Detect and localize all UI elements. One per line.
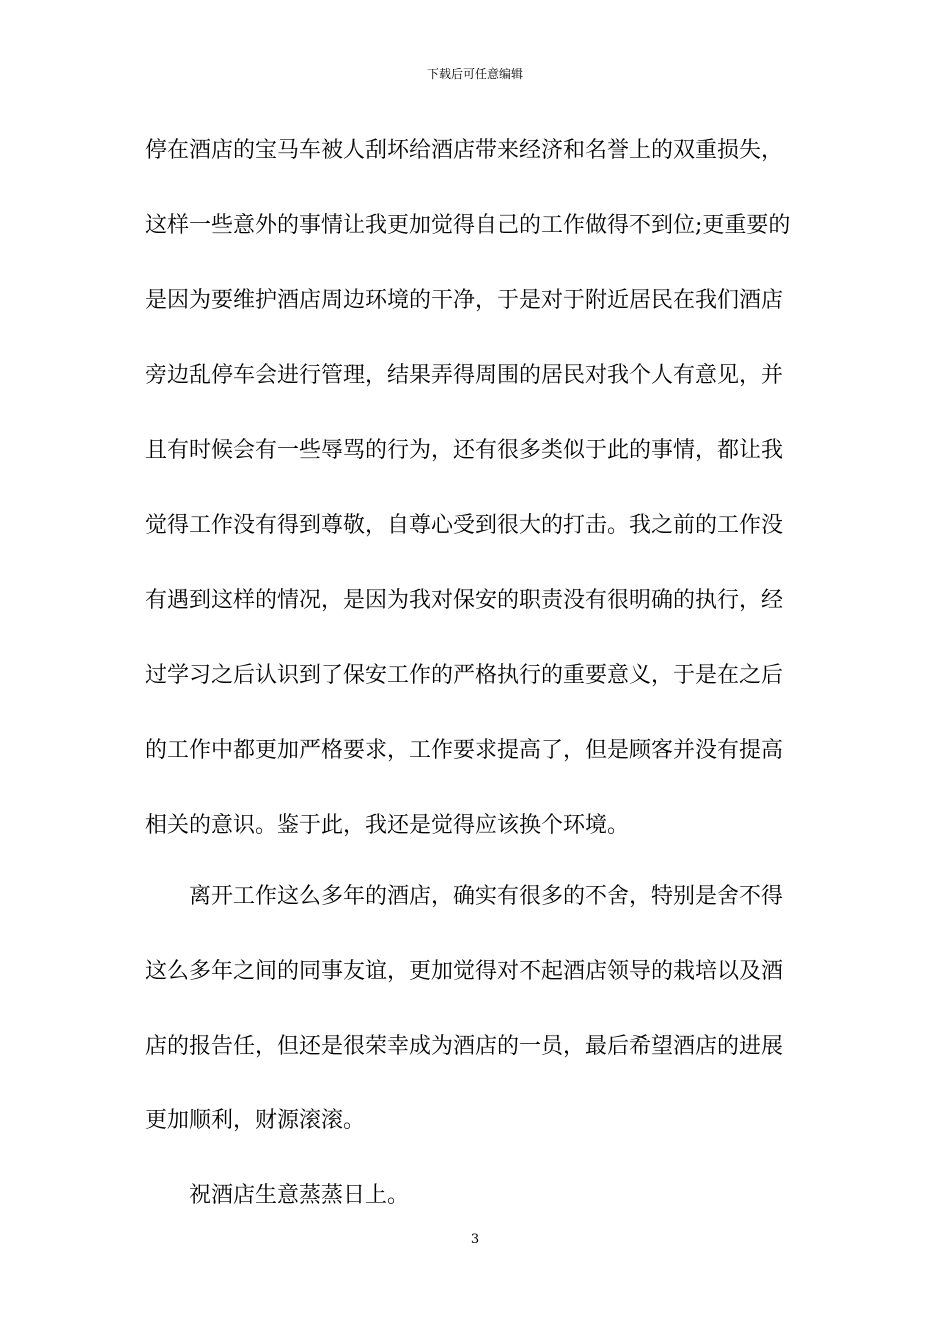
paragraph-first-line: 离开工作这么多年的酒店，确实有很多的不舍，特别是舍不得 xyxy=(189,884,784,909)
body-text-line: 停在酒店的宝马车被人刮坏给酒店带来经济和名誉上的双重损失， xyxy=(145,138,784,163)
body-text-line: 这样一些意外的事情让我更加觉得自己的工作做得不到位;更重要的 xyxy=(145,213,791,238)
body-text-line: 的工作中都更加严格要求，工作要求提高了，但是顾客并没有提高 xyxy=(145,738,784,763)
page-number: 3 xyxy=(470,1232,480,1247)
closing-wish-line: 祝酒店生意蒸蒸日上。 xyxy=(189,1183,410,1208)
body-text-line: 这么多年之间的同事友谊，更加觉得对不起酒店领导的栽培以及酒 xyxy=(145,959,784,984)
page-header-note: 下载后可任意编辑 xyxy=(426,67,523,81)
body-text-line: 旁边乱停车会进行管理，结果弄得周围的居民对我个人有意见，并 xyxy=(145,363,784,388)
body-text-line: 且有时候会有一些辱骂的行为，还有很多类似于此的事情，都让我 xyxy=(145,438,784,463)
body-text-line: 过学习之后认识到了保安工作的严格执行的重要意义，于是在之后 xyxy=(145,663,784,688)
body-text-line: 更加顺利，财源滚滚。 xyxy=(145,1108,366,1133)
body-text-line: 觉得工作没有得到尊敬，自尊心受到很大的打击。我之前的工作没 xyxy=(145,513,784,538)
body-text-line: 是因为要维护酒店周边环境的干净，于是对于附近居民在我们酒店 xyxy=(145,288,784,313)
body-text-line: 店的报告任，但还是很荣幸成为酒店的一员，最后希望酒店的进展 xyxy=(145,1034,784,1059)
body-text-line: 相关的意识。鉴于此，我还是觉得应该换个环境。 xyxy=(145,813,630,838)
body-text-line: 有遇到这样的情况，是因为我对保安的职责没有很明确的执行，经 xyxy=(145,588,784,613)
